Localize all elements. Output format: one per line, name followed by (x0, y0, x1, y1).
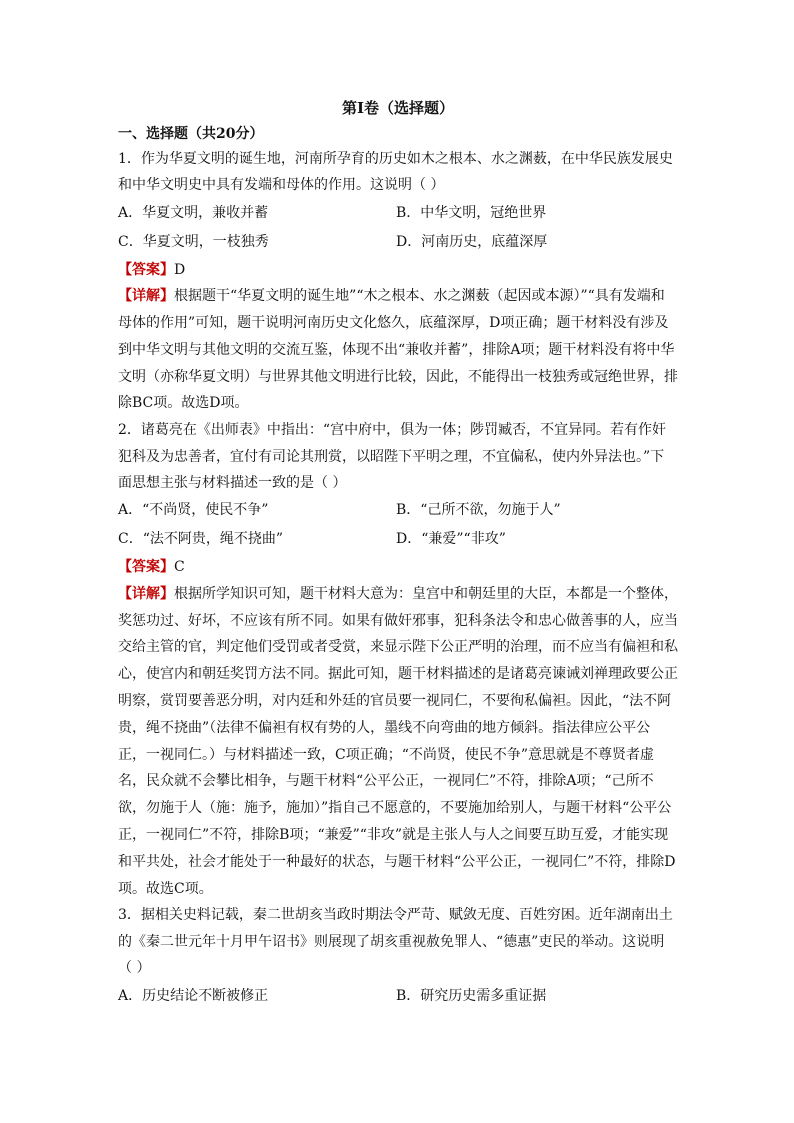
question-1-option-a: A．华夏文明，兼收并蓄 (118, 204, 269, 221)
question-1-option-d: D．河南历史，底蕴深厚 (396, 233, 548, 250)
question-2-options (118, 496, 678, 554)
page-title: 第I卷（选择题） (341, 99, 455, 117)
question-1-option-b: B．中华文明，冠绝世界 (396, 204, 547, 221)
question-3-stem: 3．据相关史料记载，秦二世胡亥当政时期法令严苛、赋敛无度、百姓穷困。近年湖南出土的《秦二世元年十月甲午诏书》则展现了胡亥重视赦免罪人、“德惠”吏民的举动。这说明（ ） (118, 907, 673, 977)
question-1-answer-value: D (174, 261, 186, 278)
question-2-answer-value: C (174, 559, 185, 576)
question-1-stem: 1．作为华夏文明的诞生地，河南所孕育的历史如木之根本、水之渊薮，在中华民族发展史和中华文明史中具有发端和母体的作用。这说明（ ） (118, 151, 673, 194)
answer-label: 【答案】 (118, 559, 174, 576)
question-1-detail-text: 根据题干“华夏文明的诞生地”“木之根本、水之渊薮（起因或本源）”“具有发端和母体的作用”可知，题干说明河南历史文化悠久，底蕴深厚，D项正确；题干材料没有涉及到中华文明与其他文明的交流互鉴，体现不出“兼收并蓄”，排除A项；题干材料没有将中华文明（亦称华夏文明）与世界其他文明进行比较，因此，不能得出一枝独秀或冠绝世界，排除BC项。故选D项。 (118, 288, 678, 412)
question-3-option-a: A．历史结论不断被修正 (118, 987, 269, 1004)
question-2-detail (118, 581, 678, 903)
question-2-option-a: A．“不尚贤，使民不争” (118, 502, 269, 519)
question-2-answer (118, 554, 678, 580)
answer-label: 【答案】 (118, 261, 174, 278)
question-1-detail (118, 283, 678, 417)
detail-label: 【详解】 (118, 585, 174, 602)
section-heading: 一、选择题（共20分） (118, 126, 264, 142)
question-2-option-c: C．“法不阿贵，绳不挠曲” (118, 531, 284, 548)
page-content (118, 96, 678, 1011)
question-3 (118, 902, 678, 1010)
question-2 (118, 417, 678, 902)
question-2-option-b: B．“己所不欲，勿施于人” (396, 502, 561, 519)
question-1-options (118, 199, 678, 257)
detail-label: 【详解】 (118, 288, 174, 305)
question-2-option-d: D．“兼爱”“非攻” (396, 531, 506, 548)
question-2-detail-text: 根据所学知识可知，题干材料大意为：皇宫中和朝廷里的大臣，本都是一个整体，奖惩功过、好坏，不应该有所不同。如果有做奸邪事，犯科条法令和忠心做善事的人，应当交给主管的官，判定他们受罚或者受赏，来显示陛下公正严明的治理，而不应当有偏袒和私心，使宫内和朝廷奖罚方法不同。据此可知，题干材料描述的是诸葛亮谏诫刘禅理政要公正明察，赏罚要善恶分明，对内廷和外廷的官员要一视同仁，不要徇私偏袒。因此，“法不阿贵，绳不挠曲”（法律不偏袒有权有势的人，墨线不向弯曲的地方倾斜。指法律应公平公正，一视同仁。）与材料描述一致，C项正确；“不尚贤，使民不争”意思就是不尊贤者虚名，民众就不会攀比相争，与题干材料“公平公正，一视同仁”不符，排除A项；“己所不欲，勿施于人（施：施予，施加）”指自己不愿意的，不要施加给别人，与题干材料“公平公正，一视同仁”不符，排除B项；“兼爱”“非攻”就是主张人与人之间要互助互爱，才能实现和平共处，社会才能处于一种最好的状态，与题干材料“公平公正，一视同仁”不符，排除D项。故选C项。 (118, 585, 678, 897)
question-2-stem: 2．诸葛亮在《出师表》中指出：“宫中府中，俱为一体；陟罚臧否，不宜异同。若有作奸犯科及为忠善者，宜付有司论其刑赏，以昭陛下平明之理，不宜偏私，使内外异法也。”下面思想主张与材料描述一致的是（ ） (118, 422, 667, 492)
question-3-option-b: B．研究历史需多重证据 (396, 987, 547, 1004)
question-1-answer (118, 257, 678, 283)
question-1-option-c: C．华夏文明，一枝独秀 (118, 233, 269, 250)
question-3-options (118, 982, 678, 1011)
question-1 (118, 146, 678, 417)
